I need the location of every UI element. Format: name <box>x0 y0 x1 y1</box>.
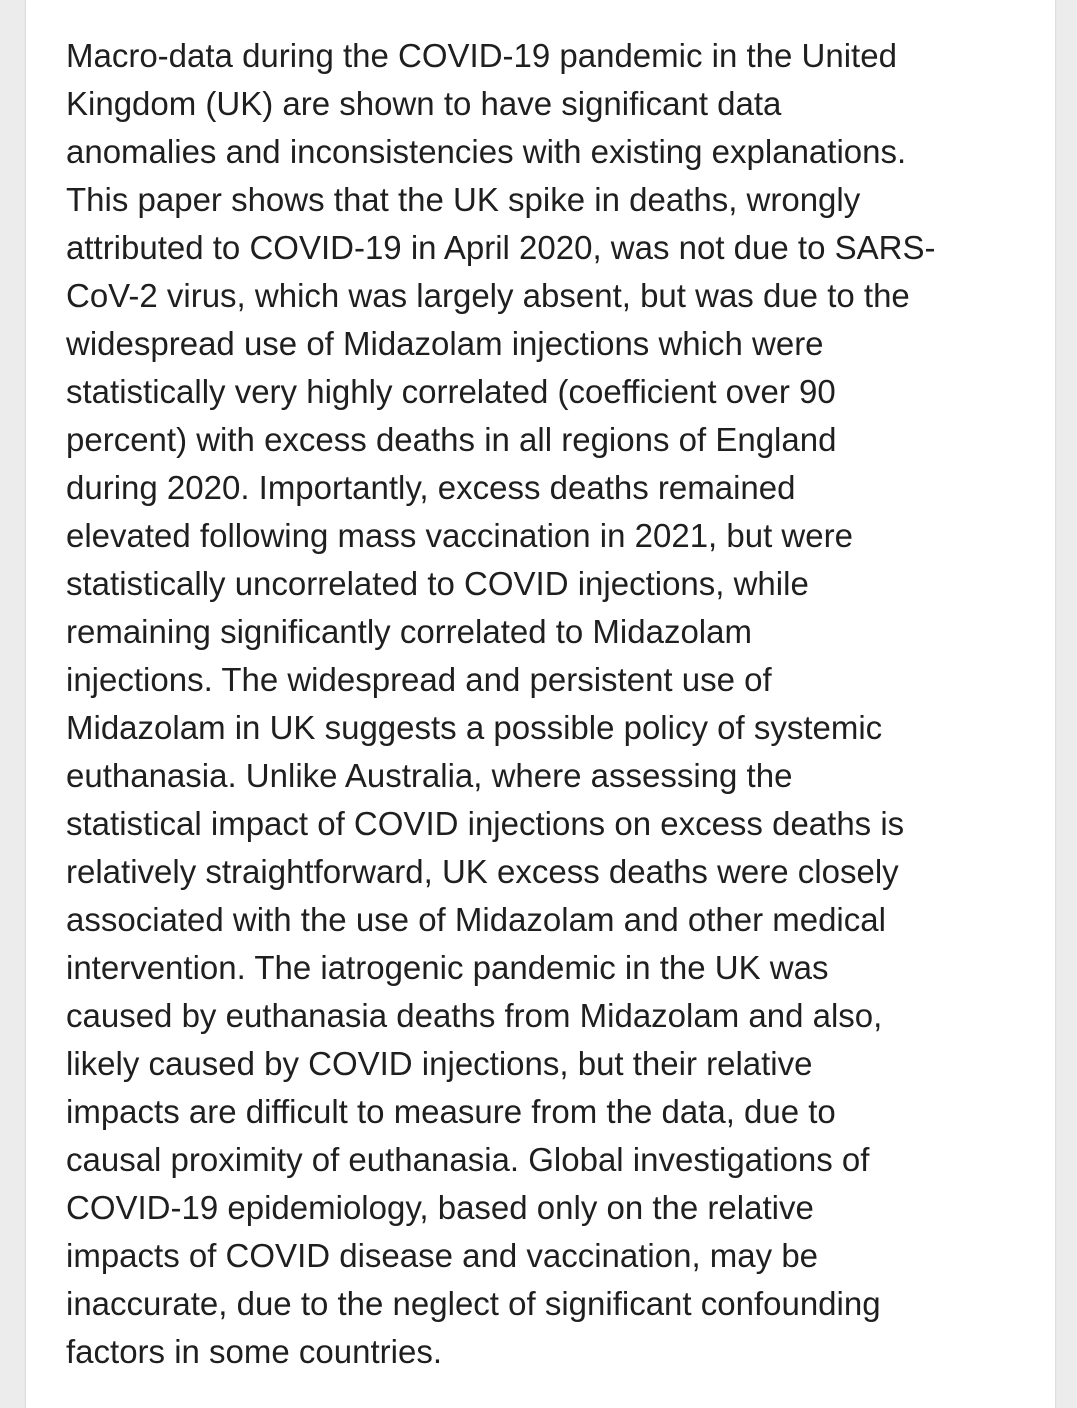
abstract-line: associated with the use of Midazolam and other medical <box>66 901 886 938</box>
abstract-line: relatively straightforward, UK excess deaths were closely <box>66 853 899 890</box>
abstract-line: injections. The widespread and persistent use of <box>66 661 772 698</box>
abstract-line: statistically very highly correlated (coefficient over 90 <box>66 373 836 410</box>
abstract-line: Kingdom (UK) are shown to have significant data <box>66 85 782 122</box>
abstract-line: intervention. The iatrogenic pandemic in the UK was <box>66 949 829 986</box>
abstract-line: caused by euthanasia deaths from Midazolam and also, <box>66 997 883 1034</box>
abstract-line: impacts are difficult to measure from the data, due to <box>66 1093 836 1130</box>
abstract-line: attributed to COVID-19 in April 2020, was not due to SARS- <box>66 229 936 266</box>
abstract-line: Macro-data during the COVID-19 pandemic in the United <box>66 37 897 74</box>
abstract-line: during 2020. Importantly, excess deaths remained <box>66 469 796 506</box>
abstract-line: statistical impact of COVID injections on excess deaths is <box>66 805 905 842</box>
document-card <box>26 0 1055 1408</box>
abstract-line: elevated following mass vaccination in 2021, but were <box>66 517 853 554</box>
abstract-text <box>66 32 1041 1376</box>
abstract-line: CoV-2 virus, which was largely absent, but was due to the <box>66 277 910 314</box>
abstract-line: impacts of COVID disease and vaccination, may be <box>66 1237 819 1274</box>
abstract-line: anomalies and inconsistencies with existing explanations. <box>66 133 907 170</box>
abstract-line: This paper shows that the UK spike in deaths, wrongly <box>66 181 861 218</box>
abstract-line: likely caused by COVID injections, but their relative <box>66 1045 813 1082</box>
abstract-line: inaccurate, due to the neglect of significant confounding <box>66 1285 881 1322</box>
abstract-line: percent) with excess deaths in all regions of England <box>66 421 837 458</box>
abstract-line: widespread use of Midazolam injections which were <box>66 325 824 362</box>
abstract-line: statistically uncorrelated to COVID injections, while <box>66 565 809 602</box>
abstract-line: factors in some countries. <box>66 1333 442 1370</box>
abstract-line: Midazolam in UK suggests a possible policy of systemic <box>66 709 883 746</box>
abstract-line: causal proximity of euthanasia. Global investigations of <box>66 1141 870 1178</box>
abstract-line: remaining significantly correlated to Midazolam <box>66 613 752 650</box>
abstract-line: COVID-19 epidemiology, based only on the relative <box>66 1189 814 1226</box>
abstract-line: euthanasia. Unlike Australia, where assessing the <box>66 757 793 794</box>
